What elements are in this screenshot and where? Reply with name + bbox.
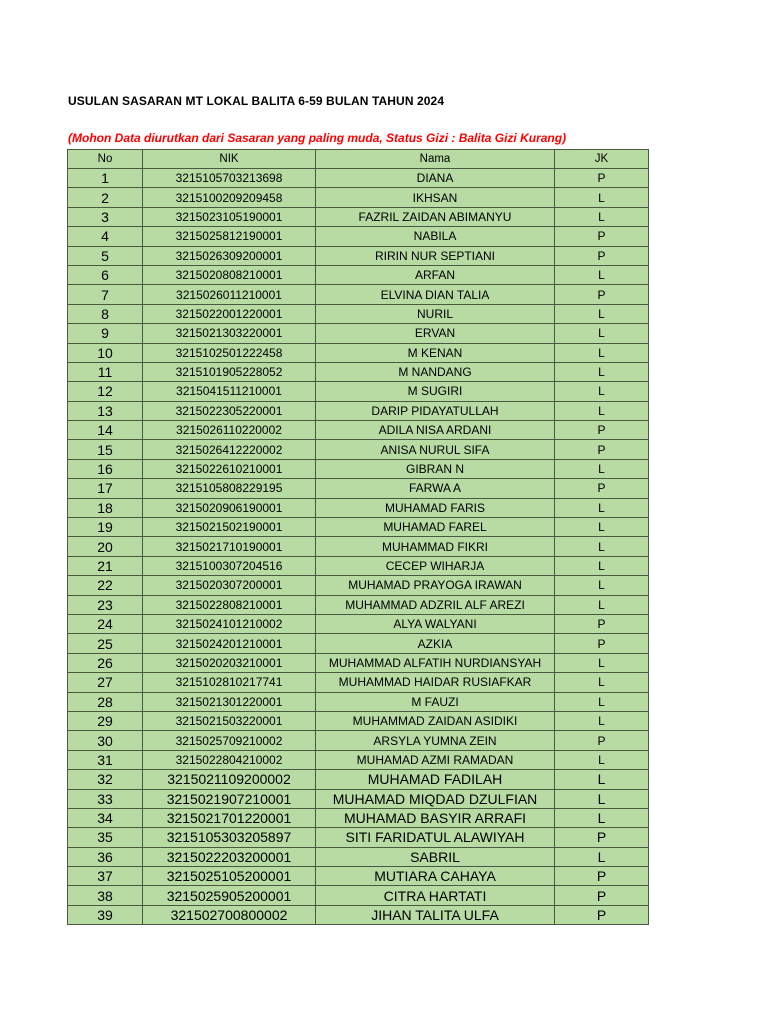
cell-nama: MUHAMAD FAREL xyxy=(316,518,555,537)
cell-nik: 3215022305220001 xyxy=(143,401,316,420)
cell-jk: P xyxy=(555,828,649,847)
cell-jk: L xyxy=(555,401,649,420)
cell-nik: 3215025105200001 xyxy=(143,867,316,886)
cell-jk: L xyxy=(555,518,649,537)
table-row xyxy=(68,828,649,847)
cell-jk: L xyxy=(555,789,649,808)
document-title: USULAN SASARAN MT LOKAL BALITA 6-59 BULAN TAHUN 2024 xyxy=(68,94,445,108)
cell-no: 13 xyxy=(68,401,143,420)
cell-no: 35 xyxy=(68,828,143,847)
cell-nama: FAZRIL ZAIDAN ABIMANYU xyxy=(316,207,555,226)
table-row xyxy=(68,401,649,420)
table-row xyxy=(68,265,649,284)
cell-nama: ALYA WALYANI xyxy=(316,614,555,633)
cell-jk: L xyxy=(555,188,649,207)
cell-jk: L xyxy=(555,711,649,730)
table-row xyxy=(68,246,649,265)
cell-nik: 3215105703213698 xyxy=(143,169,316,188)
table-row xyxy=(68,556,649,575)
cell-nik: 3215105303205897 xyxy=(143,828,316,847)
cell-no: 1 xyxy=(68,169,143,188)
cell-jk: L xyxy=(555,653,649,672)
cell-nik: 3215021710190001 xyxy=(143,537,316,556)
cell-nama: MUHAMMAD HAIDAR RUSIAFKAR xyxy=(316,673,555,692)
cell-nik: 3215021701220001 xyxy=(143,808,316,827)
table-row xyxy=(68,362,649,381)
cell-no: 15 xyxy=(68,440,143,459)
cell-nama: MUHAMMAD ADZRIL ALF AREZI xyxy=(316,595,555,614)
cell-nama: MUHAMMAD ALFATIH NURDIANSYAH xyxy=(316,653,555,672)
cell-nik: 3215022203200001 xyxy=(143,847,316,866)
cell-jk: L xyxy=(555,556,649,575)
table-row xyxy=(68,459,649,478)
cell-jk: L xyxy=(555,382,649,401)
cell-no: 36 xyxy=(68,847,143,866)
cell-nik: 3215022808210001 xyxy=(143,595,316,614)
cell-nik: 3215026412220002 xyxy=(143,440,316,459)
table-row xyxy=(68,789,649,808)
cell-jk: P xyxy=(555,440,649,459)
instruction-note: (Mohon Data diurutkan dari Sasaran yang paling muda, Status Gizi : Balita Gizi Kurang) xyxy=(68,131,567,145)
cell-nama: SABRIL xyxy=(316,847,555,866)
table-row xyxy=(68,421,649,440)
cell-no: 4 xyxy=(68,227,143,246)
table-row xyxy=(68,711,649,730)
cell-nik: 3215105808229195 xyxy=(143,479,316,498)
table-row xyxy=(68,653,649,672)
cell-nik: 3215021109200002 xyxy=(143,770,316,789)
table-row xyxy=(68,285,649,304)
cell-no: 39 xyxy=(68,905,143,924)
cell-nama: DARIP PIDAYATULLAH xyxy=(316,401,555,420)
cell-no: 16 xyxy=(68,459,143,478)
cell-nik: 3215101905228052 xyxy=(143,362,316,381)
cell-jk: L xyxy=(555,770,649,789)
cell-no: 24 xyxy=(68,614,143,633)
cell-nik: 3215026011210001 xyxy=(143,285,316,304)
cell-nama: MUHAMMAD FIKRI xyxy=(316,537,555,556)
cell-nama: SITI FARIDATUL ALAWIYAH xyxy=(316,828,555,847)
cell-jk: P xyxy=(555,479,649,498)
table-row xyxy=(68,479,649,498)
cell-nama: CECEP WIHARJA xyxy=(316,556,555,575)
table-row xyxy=(68,324,649,343)
cell-nama: MUHAMAD MIQDAD DZULFIAN xyxy=(316,789,555,808)
table-row xyxy=(68,886,649,905)
cell-jk: L xyxy=(555,343,649,362)
cell-nama: MUHAMAD FADILAH xyxy=(316,770,555,789)
cell-nama: CITRA HARTATI xyxy=(316,886,555,905)
cell-nik: 3215025709210002 xyxy=(143,731,316,750)
cell-nama: JIHAN TALITA ULFA xyxy=(316,905,555,924)
table-row xyxy=(68,634,649,653)
cell-no: 9 xyxy=(68,324,143,343)
table-row xyxy=(68,905,649,924)
cell-jk: L xyxy=(555,692,649,711)
cell-no: 11 xyxy=(68,362,143,381)
cell-no: 23 xyxy=(68,595,143,614)
cell-jk: L xyxy=(555,808,649,827)
cell-no: 34 xyxy=(68,808,143,827)
table-row xyxy=(68,576,649,595)
cell-nik: 3215026110220002 xyxy=(143,421,316,440)
cell-nama: DIANA xyxy=(316,169,555,188)
cell-nama: M FAUZI xyxy=(316,692,555,711)
cell-jk: P xyxy=(555,731,649,750)
table-body xyxy=(68,169,649,925)
cell-nama: M SUGIRI xyxy=(316,382,555,401)
cell-nama: AZKIA xyxy=(316,634,555,653)
cell-nama: MUHAMMAD ZAIDAN ASIDIKI xyxy=(316,711,555,730)
cell-nik: 3215023105190001 xyxy=(143,207,316,226)
cell-nik: 3215022610210001 xyxy=(143,459,316,478)
table-row xyxy=(68,343,649,362)
cell-nama: MUHAMAD AZMI RAMADAN xyxy=(316,750,555,769)
table-row xyxy=(68,382,649,401)
cell-nama: M NANDANG xyxy=(316,362,555,381)
cell-no: 30 xyxy=(68,731,143,750)
cell-jk: L xyxy=(555,750,649,769)
cell-no: 2 xyxy=(68,188,143,207)
cell-nama: ELVINA DIAN TALIA xyxy=(316,285,555,304)
cell-nama: ARSYLA YUMNA ZEIN xyxy=(316,731,555,750)
cell-no: 6 xyxy=(68,265,143,284)
cell-nik: 3215041511210001 xyxy=(143,382,316,401)
cell-no: 5 xyxy=(68,246,143,265)
cell-nik: 3215025812190001 xyxy=(143,227,316,246)
cell-no: 37 xyxy=(68,867,143,886)
table-row xyxy=(68,169,649,188)
cell-nama: MUHAMAD FARIS xyxy=(316,498,555,517)
cell-jk: L xyxy=(555,362,649,381)
cell-jk: P xyxy=(555,246,649,265)
cell-jk: L xyxy=(555,304,649,323)
cell-jk: P xyxy=(555,614,649,633)
cell-nama: M KENAN xyxy=(316,343,555,362)
cell-no: 33 xyxy=(68,789,143,808)
cell-jk: L xyxy=(555,459,649,478)
cell-nama: NABILA xyxy=(316,227,555,246)
cell-no: 20 xyxy=(68,537,143,556)
cell-nama: ADILA NISA ARDANI xyxy=(316,421,555,440)
cell-no: 10 xyxy=(68,343,143,362)
cell-nik: 3215026309200001 xyxy=(143,246,316,265)
cell-no: 17 xyxy=(68,479,143,498)
cell-nama: MUHAMAD PRAYOGA IRAWAN xyxy=(316,576,555,595)
cell-nik: 3215021907210001 xyxy=(143,789,316,808)
cell-jk: L xyxy=(555,537,649,556)
table-row xyxy=(68,770,649,789)
cell-no: 28 xyxy=(68,692,143,711)
cell-nama: MUTIARA CAHAYA xyxy=(316,867,555,886)
cell-nama: MUHAMAD BASYIR ARRAFI xyxy=(316,808,555,827)
cell-no: 3 xyxy=(68,207,143,226)
cell-no: 32 xyxy=(68,770,143,789)
cell-nik: 3215102501222458 xyxy=(143,343,316,362)
cell-nama: GIBRAN N xyxy=(316,459,555,478)
cell-jk: L xyxy=(555,324,649,343)
table-row xyxy=(68,808,649,827)
cell-jk: L xyxy=(555,847,649,866)
cell-jk: P xyxy=(555,886,649,905)
cell-nik: 3215102810217741 xyxy=(143,673,316,692)
cell-jk: P xyxy=(555,285,649,304)
table-row xyxy=(68,614,649,633)
cell-nik: 3215100307204516 xyxy=(143,556,316,575)
cell-no: 22 xyxy=(68,576,143,595)
cell-nama: ARFAN xyxy=(316,265,555,284)
cell-nama: FARWA A xyxy=(316,479,555,498)
table-row xyxy=(68,498,649,517)
cell-nik: 3215100209209458 xyxy=(143,188,316,207)
cell-nik: 3215021301220001 xyxy=(143,692,316,711)
cell-nik: 3215024101210002 xyxy=(143,614,316,633)
header-nama: Nama xyxy=(316,150,555,169)
cell-nama: RIRIN NUR SEPTIANI xyxy=(316,246,555,265)
cell-jk: P xyxy=(555,867,649,886)
cell-no: 21 xyxy=(68,556,143,575)
table-header-row xyxy=(68,150,649,169)
table-row xyxy=(68,188,649,207)
cell-nama: IKHSAN xyxy=(316,188,555,207)
cell-jk: L xyxy=(555,576,649,595)
table-row xyxy=(68,537,649,556)
cell-no: 38 xyxy=(68,886,143,905)
table-row xyxy=(68,867,649,886)
table-row xyxy=(68,304,649,323)
cell-nama: ANISA NURUL SIFA xyxy=(316,440,555,459)
cell-nik: 3215022001220001 xyxy=(143,304,316,323)
cell-jk: P xyxy=(555,634,649,653)
cell-nik: 3215024201210001 xyxy=(143,634,316,653)
table-row xyxy=(68,847,649,866)
cell-no: 14 xyxy=(68,421,143,440)
cell-nik: 3215020808210001 xyxy=(143,265,316,284)
cell-jk: P xyxy=(555,421,649,440)
cell-jk: P xyxy=(555,169,649,188)
cell-no: 12 xyxy=(68,382,143,401)
cell-no: 25 xyxy=(68,634,143,653)
cell-nik: 3215022804210002 xyxy=(143,750,316,769)
table-row xyxy=(68,595,649,614)
cell-jk: L xyxy=(555,265,649,284)
cell-no: 18 xyxy=(68,498,143,517)
cell-jk: L xyxy=(555,207,649,226)
cell-nama: NURIL xyxy=(316,304,555,323)
table-row xyxy=(68,207,649,226)
table-row xyxy=(68,673,649,692)
cell-jk: L xyxy=(555,498,649,517)
cell-nik: 3215021303220001 xyxy=(143,324,316,343)
cell-nik: 3215021503220001 xyxy=(143,711,316,730)
cell-nik: 3215025905200001 xyxy=(143,886,316,905)
header-no: No xyxy=(68,150,143,169)
table-row xyxy=(68,692,649,711)
cell-no: 8 xyxy=(68,304,143,323)
cell-nik: 3215021502190001 xyxy=(143,518,316,537)
target-table xyxy=(67,149,649,925)
cell-nik: 3215020307200001 xyxy=(143,576,316,595)
cell-no: 26 xyxy=(68,653,143,672)
table-row xyxy=(68,750,649,769)
cell-jk: P xyxy=(555,905,649,924)
cell-no: 19 xyxy=(68,518,143,537)
cell-no: 29 xyxy=(68,711,143,730)
cell-jk: L xyxy=(555,595,649,614)
cell-nik: 3215020906190001 xyxy=(143,498,316,517)
cell-jk: P xyxy=(555,227,649,246)
table-row xyxy=(68,731,649,750)
cell-no: 7 xyxy=(68,285,143,304)
cell-no: 27 xyxy=(68,673,143,692)
cell-nik: 321502700800002 xyxy=(143,905,316,924)
header-nik: NIK xyxy=(143,150,316,169)
cell-nik: 3215020203210001 xyxy=(143,653,316,672)
cell-nama: ERVAN xyxy=(316,324,555,343)
cell-jk: L xyxy=(555,673,649,692)
header-jk: JK xyxy=(555,150,649,169)
table-row xyxy=(68,227,649,246)
cell-no: 31 xyxy=(68,750,143,769)
table-row xyxy=(68,440,649,459)
table-row xyxy=(68,518,649,537)
